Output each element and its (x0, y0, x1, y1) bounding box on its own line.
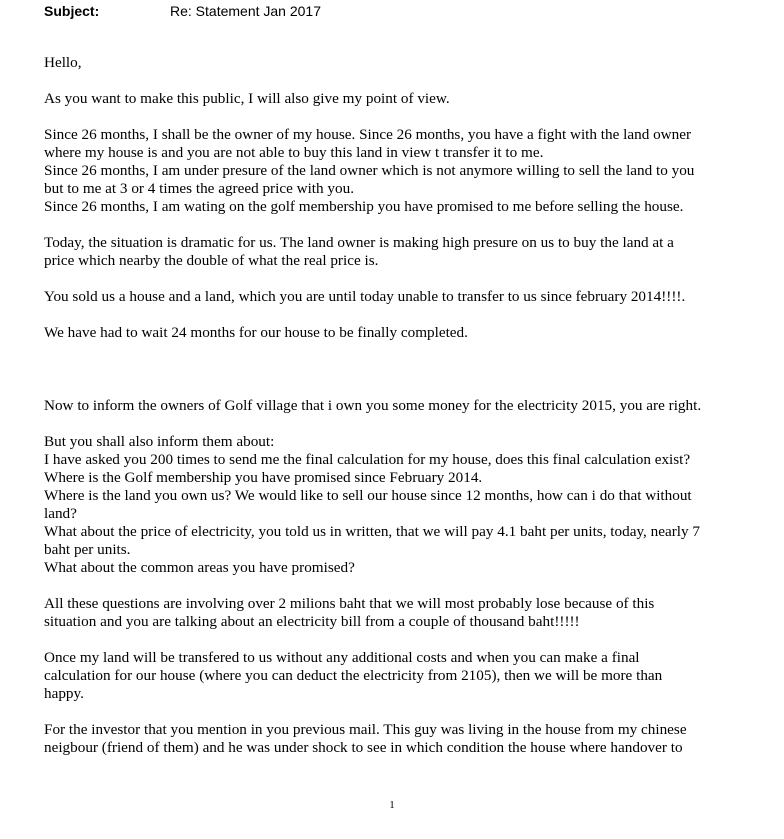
paragraph-situation (44, 234, 744, 270)
paragraph-questions (44, 433, 744, 577)
paragraph-ownership (44, 126, 744, 216)
text-line: What about the common areas you have promised? (44, 559, 355, 576)
text-line: What about the price of electricity, you told us in written, that we will pay 4.1 baht per units, today, nearly 7 (44, 523, 700, 540)
greeting: Hello, (44, 54, 82, 71)
subject-row (44, 2, 321, 20)
paragraph-electricity: Now to inform the owners of Golf village that i own you some money for the electricity 2015, you are right. (44, 397, 702, 414)
text-line: All these questions are involving over 2 milions baht that we will most probably lose because of this (44, 595, 655, 612)
text-line: For the investor that you mention in you previous mail. This guy was living in the house from my chinese (44, 721, 687, 738)
text-line: baht per units. (44, 541, 131, 558)
paragraph-sold: You sold us a house and a land, which you are until today unable to transfer to us since february 2014!!!!. (44, 288, 686, 305)
paragraph-amounts (44, 595, 744, 631)
text-line: price which nearby the double of what the real price is. (44, 252, 379, 269)
text-line: neigbour (friend of them) and he was under shock to see in which condition the house where handover to (44, 739, 683, 756)
text-line: Since 26 months, I shall be the owner of my house. Since 26 months, you have a fight with the land owner (44, 126, 692, 143)
text-line: calculation for our house (where you can deduct the electricity from 2105), then we will be more than (44, 667, 663, 684)
text-line: land? (44, 505, 77, 522)
text-line: Once my land will be transfered to us without any additional costs and when you can make a final (44, 649, 640, 666)
intro-paragraph: As you want to make this public, I will also give my point of view. (44, 90, 450, 107)
text-line: but to me at 3 or 4 times the agreed price with you. (44, 180, 354, 197)
paragraph-investor (44, 721, 744, 757)
text-line: Since 26 months, I am wating on the golf membership you have promised to me before selling the house. (44, 198, 684, 215)
text-line: situation and you are talking about an electricity bill from a couple of thousand baht!!!!! (44, 613, 580, 630)
letter-body (44, 54, 744, 775)
text-line: But you shall also inform them about: (44, 433, 275, 450)
text-line: Today, the situation is dramatic for us. The land owner is making high presure on us to buy the land at a (44, 234, 674, 251)
subject-label: Subject: (44, 3, 100, 19)
paragraph-wait: We have had to wait 24 months for our house to be finally completed. (44, 324, 468, 341)
text-line: Where is the land you own us? We would like to sell our house since 12 months, how can i do that without (44, 487, 692, 504)
text-line: where my house is and you are not able to buy this land in view t transfer it to me. (44, 144, 544, 161)
text-line: happy. (44, 685, 84, 702)
paragraph-transfer (44, 649, 744, 703)
subject-value: Re: Statement Jan 2017 (170, 3, 321, 19)
text-line: Where is the Golf membership you have promised since February 2014. (44, 469, 483, 486)
blank-space (44, 360, 744, 397)
page-number: 1 (389, 799, 395, 811)
text-line: I have asked you 200 times to send me the final calculation for my house, does this final calculation exist? (44, 451, 691, 468)
text-line: Since 26 months, I am under presure of the land owner which is not anymore willing to sell the land to you (44, 162, 695, 179)
